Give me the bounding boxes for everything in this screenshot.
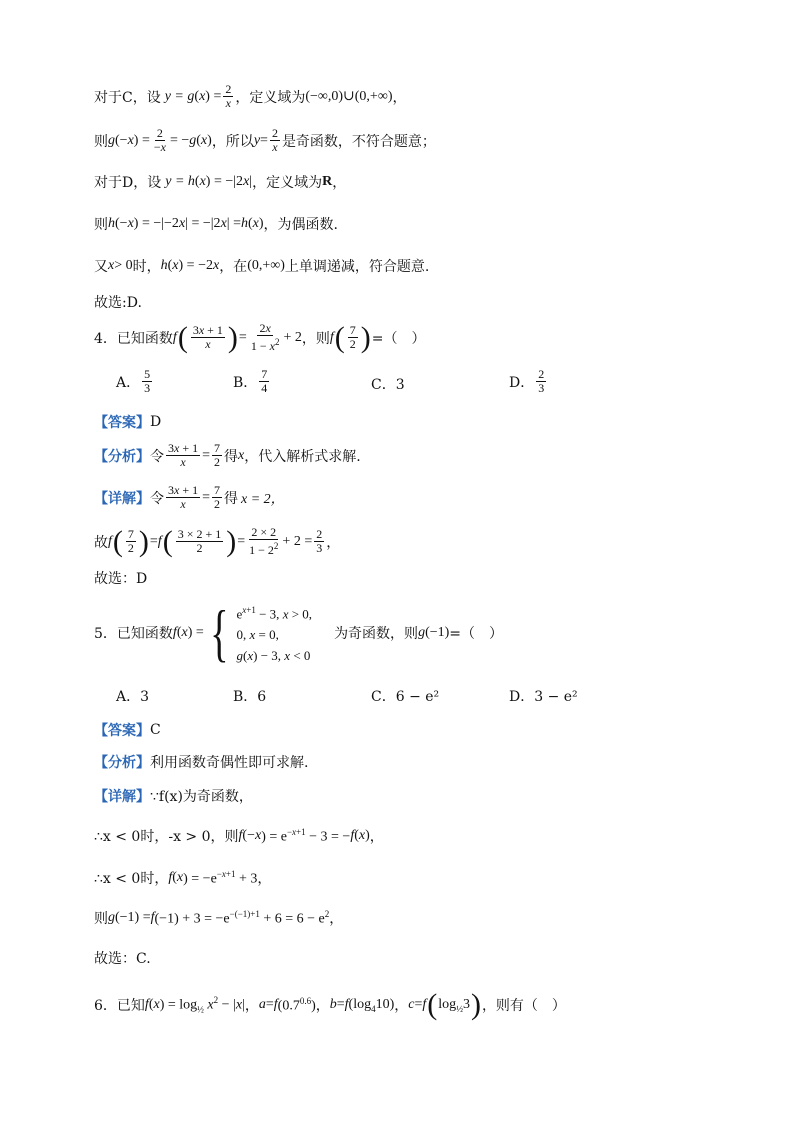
formula: ( bbox=[334, 320, 345, 354]
fraction: $\frac{3 \times 2 + 1}{2}$ bbox=[177, 527, 222, 555]
formula: ( bbox=[148, 997, 154, 1012]
q5-answer bbox=[94, 720, 161, 740]
formula: ) bbox=[227, 320, 238, 354]
text: =（ ） bbox=[449, 626, 504, 643]
text: 6．已知 bbox=[94, 998, 145, 1014]
formula: f bbox=[108, 533, 112, 549]
formula: x bbox=[212, 258, 220, 273]
formula: x bbox=[153, 997, 160, 1012]
formula: (− bbox=[115, 216, 128, 231]
formula: ) bbox=[470, 988, 481, 1021]
formula: ) = $\log_{\frac{1}{2}} x^2 - |x|$ bbox=[159, 995, 245, 1015]
text: ∴x < 0时， bbox=[94, 871, 169, 887]
option-label: A．3 bbox=[116, 689, 150, 705]
text: 时， bbox=[132, 259, 161, 275]
formula: f bbox=[350, 828, 355, 843]
text: ， bbox=[315, 998, 330, 1014]
formula: g bbox=[189, 132, 197, 148]
text: 故 bbox=[94, 534, 108, 551]
text: ， bbox=[394, 998, 409, 1014]
text: =（ ） bbox=[371, 330, 426, 347]
formula: = − bbox=[169, 132, 190, 148]
formula: x bbox=[199, 174, 206, 189]
text: ，则 bbox=[301, 330, 330, 347]
text: 利用函数奇偶性即可求解. bbox=[150, 755, 309, 771]
formula: y = g bbox=[164, 88, 195, 104]
formula: g bbox=[108, 132, 115, 148]
formula: x bbox=[108, 258, 115, 273]
text: 5．已知函数 bbox=[94, 626, 173, 643]
formula: f bbox=[150, 910, 155, 925]
formula: ( bbox=[162, 524, 173, 558]
formula: ) bbox=[258, 216, 264, 231]
formula: | = −|2 bbox=[185, 216, 221, 231]
option-label: C．6 − e² bbox=[371, 689, 440, 705]
text: 故选：D bbox=[94, 571, 148, 587]
formula: > 0 bbox=[114, 258, 133, 273]
solution-line-c2 bbox=[94, 127, 436, 154]
formula: x bbox=[172, 258, 179, 273]
option-a bbox=[116, 686, 149, 706]
formula: = bbox=[260, 132, 268, 148]
formula: ) bbox=[207, 132, 212, 148]
fraction: $\frac{3x + 1}{x}$ bbox=[168, 441, 199, 469]
fraction: $\frac{7}{2}$ bbox=[349, 323, 356, 351]
formula: f bbox=[422, 997, 427, 1012]
option-b bbox=[233, 368, 271, 395]
text: 则 bbox=[94, 911, 108, 927]
text: ，所以 bbox=[211, 133, 254, 150]
formula: ) = −|2 bbox=[205, 174, 244, 189]
formula: h bbox=[160, 258, 168, 273]
formula: x bbox=[358, 828, 366, 843]
q5-detail-3 bbox=[94, 868, 271, 888]
formula: = bbox=[202, 447, 211, 463]
fraction: $\frac{7}{4}$ bbox=[261, 367, 268, 395]
fraction: $\frac{7}{2}$ bbox=[127, 527, 134, 555]
formula: = bbox=[238, 329, 247, 345]
text: 得 bbox=[224, 490, 239, 507]
formula: ( bbox=[427, 988, 438, 1021]
text: ， bbox=[332, 175, 347, 191]
formula: f bbox=[168, 870, 173, 885]
text: ，在 bbox=[219, 259, 248, 275]
answer-tag: 【答案】 bbox=[94, 723, 150, 739]
formula: x bbox=[254, 828, 262, 843]
formula: | bbox=[249, 174, 253, 189]
formula: x bbox=[220, 216, 227, 231]
q5-detail-2 bbox=[94, 826, 384, 846]
option-label: B． bbox=[233, 374, 258, 391]
fraction: $\frac{2}{-x}$ bbox=[153, 126, 166, 154]
option-d bbox=[509, 368, 548, 395]
formula: x bbox=[176, 870, 184, 885]
text: 得 bbox=[224, 448, 239, 465]
formula: f bbox=[144, 997, 149, 1012]
text: ∴x < 0时，-x > 0，则 bbox=[94, 829, 239, 845]
formula: ) = bbox=[187, 625, 204, 641]
option-label: A． bbox=[116, 374, 141, 391]
formula: x bbox=[252, 216, 259, 231]
fraction: $\frac{7}{2}$ bbox=[214, 441, 221, 469]
formula: $(0.7^{0.6})$ bbox=[277, 995, 316, 1014]
option-label: D．3 − e² bbox=[509, 689, 578, 705]
text: 为奇函数，则 bbox=[334, 626, 419, 643]
detail-tag: 【详解】 bbox=[94, 789, 150, 805]
formula: ( bbox=[354, 828, 359, 843]
formula: x = 2， bbox=[241, 491, 285, 507]
formula: ) bbox=[226, 524, 237, 558]
text: 4．已知函数 bbox=[94, 330, 173, 347]
solution-line-d1 bbox=[94, 172, 346, 192]
q4-calculation bbox=[94, 526, 340, 557]
formula: ( bbox=[177, 320, 188, 354]
text: 是奇函数，不符合题意； bbox=[281, 133, 436, 150]
fraction: $\frac{2}{x}$ bbox=[271, 126, 278, 154]
formula: x bbox=[200, 132, 208, 148]
fraction: $\frac{7}{2}$ bbox=[214, 483, 221, 511]
text: 则 bbox=[94, 217, 108, 233]
answer-tag: 【答案】 bbox=[94, 415, 150, 431]
formula: (−1) bbox=[425, 625, 450, 641]
text: ，定义域为 bbox=[252, 175, 323, 191]
text: 上单调递减，符合题意. bbox=[284, 259, 430, 275]
text: ，代入解析式求解. bbox=[244, 448, 361, 465]
answer-value: D bbox=[150, 414, 162, 430]
formula: (− bbox=[242, 828, 255, 843]
text: ， bbox=[329, 911, 344, 927]
formula: f bbox=[172, 329, 177, 345]
formula: h bbox=[108, 216, 115, 231]
brace: { bbox=[209, 597, 229, 669]
formula: ) bbox=[360, 320, 371, 354]
q5-final bbox=[94, 948, 151, 968]
formula: a bbox=[258, 997, 266, 1012]
formula: f bbox=[344, 997, 349, 1012]
formula: ( bbox=[196, 132, 201, 148]
formula: ) = −|−2 bbox=[133, 216, 179, 231]
option-label: C．3 bbox=[371, 377, 405, 393]
fraction: $\frac{3x + 1}{x}$ bbox=[168, 483, 199, 511]
formula: (−1) = bbox=[115, 910, 151, 925]
text: ， bbox=[244, 998, 259, 1014]
formula: | = bbox=[226, 216, 241, 231]
q4-detail bbox=[94, 484, 285, 511]
option-label: B．6 bbox=[233, 689, 267, 705]
question-6-stem bbox=[94, 990, 566, 1020]
formula: x bbox=[238, 447, 245, 463]
formula: ) = bbox=[133, 132, 150, 148]
formula: g bbox=[108, 910, 115, 925]
text: ， bbox=[326, 534, 341, 551]
solution-line-d2 bbox=[94, 214, 338, 234]
text: 则 bbox=[94, 133, 108, 150]
formula: ) = $e^{-x+1} - 3$ = − bbox=[261, 826, 351, 845]
formula: ( bbox=[176, 625, 182, 641]
solution-line-d3 bbox=[94, 256, 429, 276]
formula: f bbox=[273, 997, 278, 1012]
fraction: $\frac{2}{3}$ bbox=[316, 527, 323, 555]
formula: y bbox=[253, 132, 261, 148]
formula: = bbox=[336, 997, 345, 1012]
formula: + 2 bbox=[283, 329, 302, 345]
formula: $(\log_410)$ bbox=[348, 996, 395, 1014]
formula: ) = bbox=[205, 88, 222, 104]
formula: y = h bbox=[165, 174, 195, 189]
q4-answer bbox=[94, 412, 161, 432]
formula: b bbox=[329, 997, 337, 1012]
formula: R bbox=[322, 174, 333, 189]
fraction: $\frac{5}{3}$ bbox=[144, 367, 151, 395]
q5-detail-4 bbox=[94, 908, 343, 928]
formula: x bbox=[243, 174, 250, 189]
formula: = bbox=[414, 997, 423, 1012]
formula: x bbox=[127, 132, 134, 148]
text: ， bbox=[392, 89, 407, 106]
formula: x bbox=[127, 216, 134, 231]
formula: x bbox=[181, 625, 188, 641]
text: 令 bbox=[150, 448, 164, 465]
formula: = bbox=[202, 489, 211, 505]
text: 故选:D. bbox=[94, 295, 142, 311]
piecewise-cases: $e^{x+1} - 3$, x > 0, 0, x = 0, g(x) − 3, x < 0 bbox=[236, 605, 313, 664]
formula: f bbox=[172, 625, 177, 641]
formula: ) = −2 bbox=[178, 258, 213, 273]
question-5-stem bbox=[94, 597, 504, 669]
formula: f bbox=[157, 533, 162, 549]
formula: = bbox=[149, 533, 158, 549]
q4-analysis bbox=[94, 442, 361, 469]
text: 故选：C. bbox=[94, 951, 151, 967]
fraction: $\frac{3x + 1}{x}$ bbox=[192, 323, 223, 351]
option-c bbox=[371, 686, 439, 706]
formula: f bbox=[238, 828, 243, 843]
formula: x bbox=[178, 216, 186, 231]
fraction: $\frac{2}{x}$ bbox=[225, 82, 232, 110]
formula: ) = $-e^{-x+1} + 3$ bbox=[183, 868, 258, 887]
text: ∵f(x)为奇函数， bbox=[150, 789, 253, 805]
fraction: $\frac{2}{3}$ bbox=[538, 367, 545, 395]
detail-tag: 【详解】 bbox=[94, 490, 150, 507]
fraction: $\frac{2x}{1 - x^2}$ bbox=[250, 321, 280, 353]
q4-final bbox=[94, 568, 147, 588]
formula: c bbox=[408, 997, 415, 1012]
formula: + 2 = bbox=[282, 533, 313, 549]
solution-line-c1 bbox=[94, 83, 406, 110]
formula: (0,+∞) bbox=[247, 258, 285, 273]
formula: = bbox=[265, 997, 274, 1012]
formula: f bbox=[329, 329, 334, 345]
text: 对于C，设 bbox=[94, 89, 161, 106]
option-label: D． bbox=[509, 374, 535, 391]
formula: = bbox=[237, 533, 246, 549]
formula: ( bbox=[194, 88, 200, 104]
formula: ) bbox=[138, 524, 149, 558]
question-4-stem bbox=[94, 322, 425, 353]
formula: (−∞,0)∪(0,+∞) bbox=[305, 89, 393, 104]
formula: $\log_{\frac{1}{2}}3$ bbox=[438, 996, 470, 1014]
formula: ( bbox=[172, 870, 177, 885]
text: 又 bbox=[94, 259, 108, 275]
formula: $(-1) + 3 = -e^{-(-1)+1} + 6 = 6 - e^2$ bbox=[154, 908, 330, 927]
q5-analysis bbox=[94, 752, 308, 772]
text: 令 bbox=[150, 490, 164, 507]
formula: h bbox=[240, 216, 248, 231]
analysis-tag: 【分析】 bbox=[94, 448, 150, 465]
formula: g bbox=[418, 625, 426, 641]
text: ，为偶函数. bbox=[263, 217, 338, 233]
text: ， bbox=[257, 871, 272, 887]
text: 对于D，设 bbox=[94, 175, 162, 191]
formula: ( bbox=[194, 174, 200, 189]
formula: ( bbox=[112, 524, 123, 558]
formula: ) bbox=[365, 828, 370, 843]
analysis-tag: 【分析】 bbox=[94, 755, 150, 771]
option-c bbox=[371, 374, 405, 394]
formula: x bbox=[199, 88, 206, 104]
q5-detail bbox=[94, 786, 253, 806]
fraction: $\frac{2 \times 2}{1 - 2^2}$ bbox=[249, 525, 279, 557]
text: ，定义域为 bbox=[235, 89, 306, 106]
text: ， bbox=[369, 829, 384, 845]
option-d bbox=[509, 686, 578, 706]
answer-value: C bbox=[150, 722, 161, 738]
option-a bbox=[116, 368, 154, 395]
formula: ( bbox=[167, 258, 173, 273]
text: ，则有（ ） bbox=[481, 998, 566, 1014]
formula: (− bbox=[115, 132, 128, 148]
option-b bbox=[233, 686, 266, 706]
formula: ( bbox=[247, 216, 253, 231]
solution-conclusion bbox=[94, 292, 142, 312]
